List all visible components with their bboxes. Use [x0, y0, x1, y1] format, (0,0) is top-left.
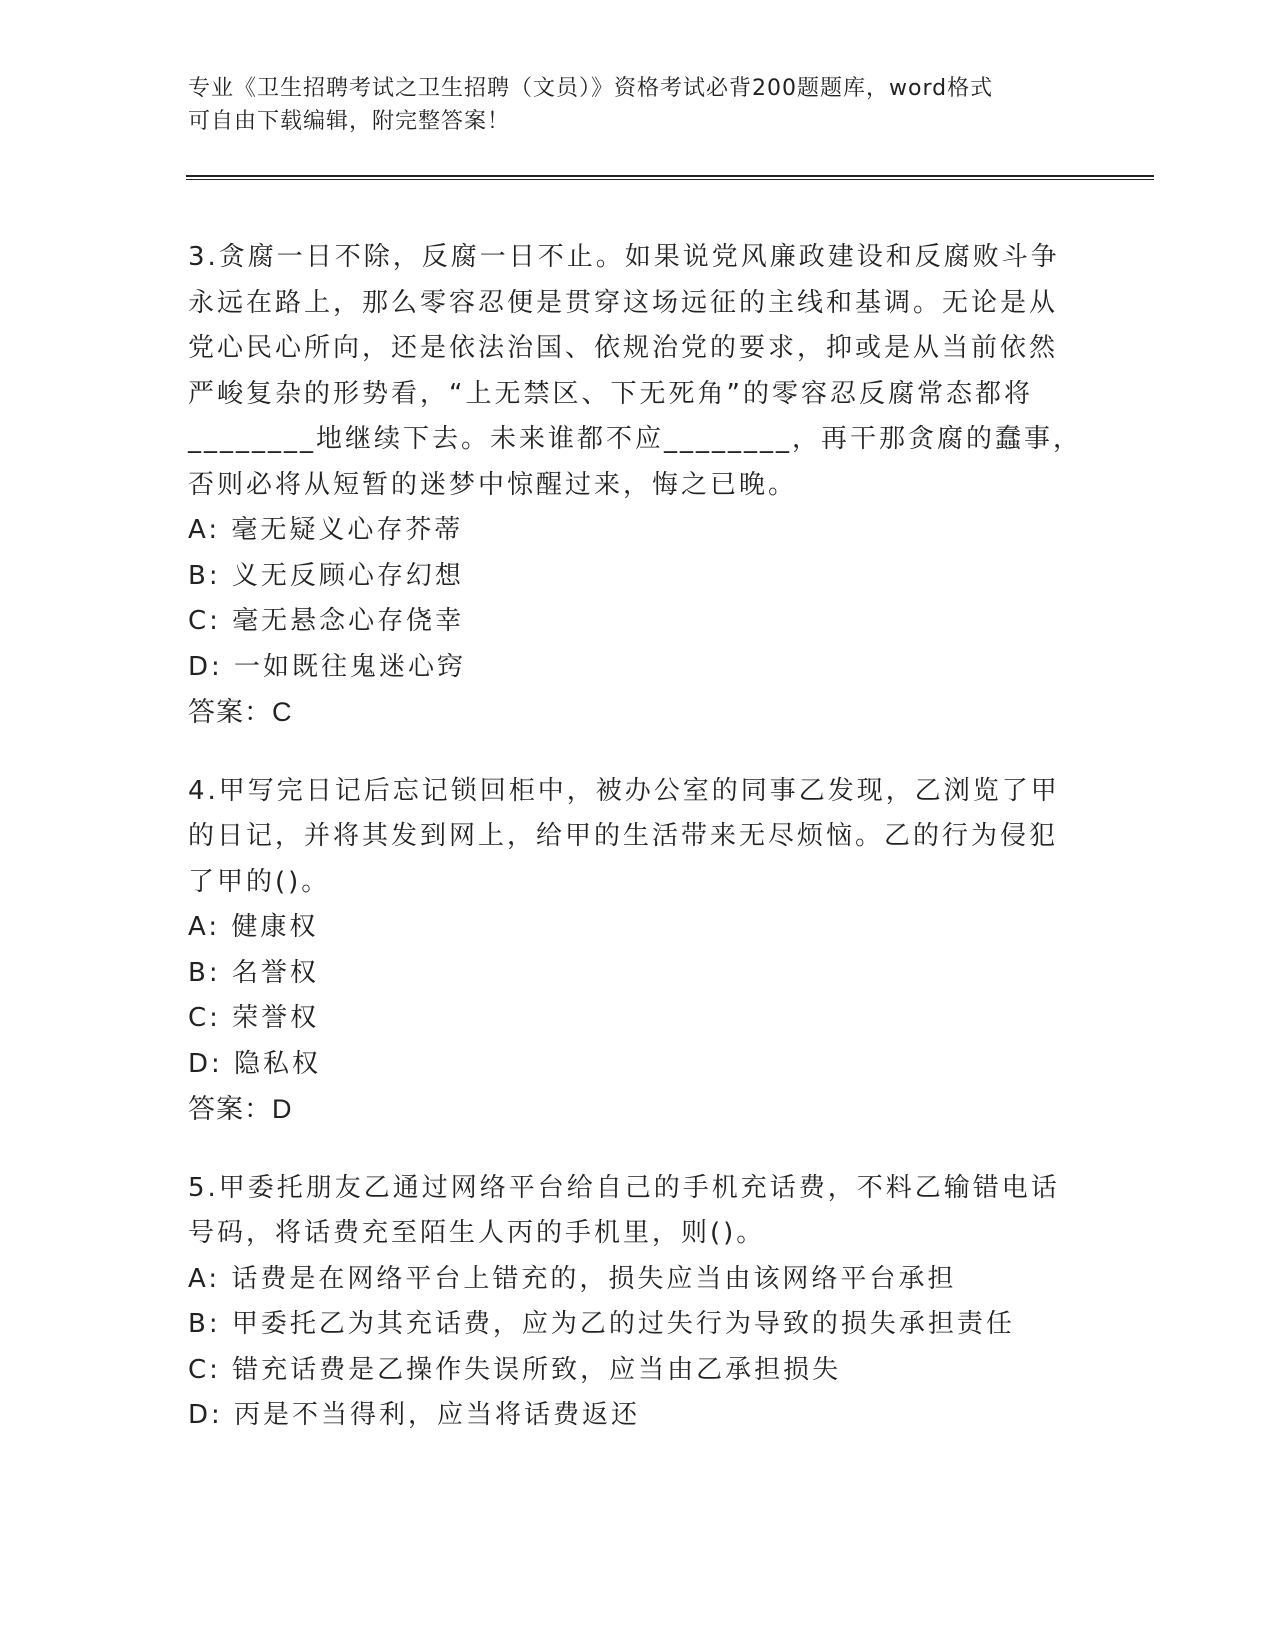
question-4: [188, 769, 1088, 1133]
question-list: [188, 235, 1088, 1472]
header-divider: [186, 175, 1154, 180]
option-c: C: 错充话费是乙操作失误所致，应当由乙承担损失: [188, 1354, 842, 1385]
header-line-2: 可自由下载编辑，附完整答案！: [188, 109, 511, 134]
option-b: B: 义无反顾心存幻想: [188, 560, 464, 591]
question-text-line: 严峻复杂的形势看，“上无禁区、下无死角”的零容忍反腐常态都将: [188, 378, 1033, 409]
option-b: B: 甲委托乙为其充话费，应为乙的过失行为导致的损失承担责任: [188, 1309, 1015, 1339]
option-b: B: 名誉权: [188, 957, 319, 988]
option-d: D: 一如既往鬼迷心窍: [188, 651, 467, 682]
option-c: C: 毫无悬念心存侥幸: [188, 606, 465, 636]
option-a: A: 健康权: [188, 912, 319, 942]
question-text-line: 号码，将话费充至陌生人丙的手机里，则()。: [188, 1218, 766, 1248]
document-header: [188, 72, 1068, 138]
question-text-line: ________地继续下去。未来谁都不应________，再干那贪腐的蠢事，: [188, 424, 1083, 454]
question-text-line: 5.甲委托朋友乙通过网络平台给自己的手机充话费，不料乙输错电话: [188, 1172, 1060, 1203]
question-text-line: 的日记，并将其发到网上，给甲的生活带来无尽烦恼。乙的行为侵犯: [188, 821, 1059, 851]
option-c: C: 荣誉权: [188, 1003, 320, 1033]
option-d: D: 隐私权: [188, 1048, 322, 1079]
question-5: [188, 1166, 1088, 1439]
question-text-line: 否则必将从短暂的迷梦中惊醒过来，悔之已晚。: [188, 469, 798, 500]
question-text-line: 了甲的()。: [188, 866, 331, 897]
question-text-line: 3.贪腐一日不除，反腐一日不止。如果说党风廉政建设和反腐败斗争: [188, 242, 1060, 272]
question-text-line: 党心民心所向，还是依法治国、依规治党的要求，抑或是从当前依然: [188, 333, 1059, 363]
header-line-1: 专业《卫生招聘考试之卫生招聘（文员）》资格考试必背200题题库，word格式: [188, 76, 994, 101]
question-text-line: 永远在路上，那么零容忍便是贯穿这场远征的主线和基调。无论是从: [188, 287, 1059, 318]
option-a: A: 毫无疑义心存芥蒂: [188, 515, 464, 545]
option-a: A: 话费是在网络平台上错充的，损失应当由该网络平台承担: [188, 1263, 957, 1294]
question-text-line: 4.甲写完日记后忘记锁回柜中，被办公室的同事乙发现，乙浏览了甲: [188, 775, 1060, 806]
question-3: [188, 235, 1088, 736]
answer-label: 答案：D: [188, 1094, 293, 1124]
option-d: D: 丙是不当得利，应当将话费返还: [188, 1400, 641, 1430]
answer-label: 答案：C: [188, 697, 293, 727]
